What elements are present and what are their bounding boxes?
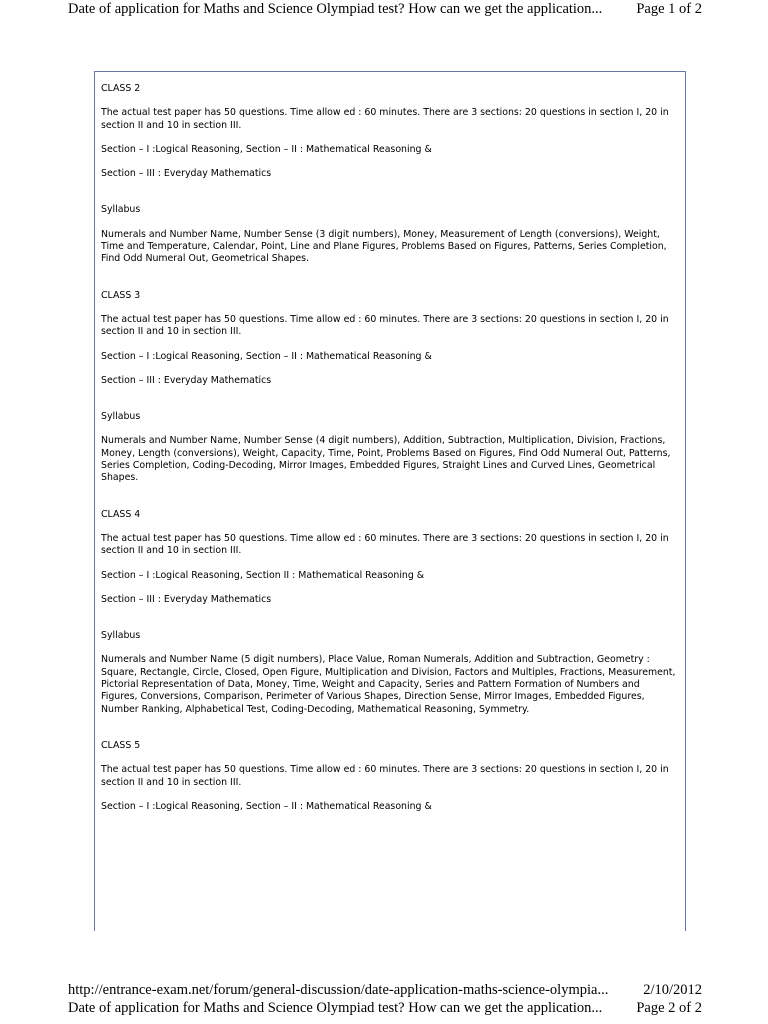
syllabus-text: Numerals and Number Name, Number Sense (4 digit numbers), Addition, Subtraction, Multiplication, Division, Fractions, Money, Length (conversions), Weight, Capacity, Time, Point, Problems Based on Figures, Find Odd Numeral Out, Patterns, Series Completion, Coding-Decoding, Mirror Images, Embedded Figures, Straight Lines and Curved Lines, Geometrical Shapes.: [101, 435, 671, 484]
page-title: Date of application for Maths and Science Olympiad test? How can we get the application...: [68, 1000, 603, 1016]
test-description: The actual test paper has 50 questions. Time allow ed : 60 minutes. There are 3 sections: 20 questions in section I, 20 in section II and 10 in section III.: [101, 313, 669, 338]
class-title: CLASS 5: [101, 739, 141, 751]
class-4-section: [101, 509, 677, 716]
syllabus-content: [101, 83, 677, 837]
class-2-section: [101, 83, 677, 266]
section-three: Section – III : Everyday Mathematics: [101, 168, 272, 180]
syllabus-label: Syllabus: [101, 411, 141, 423]
page-number: Page 1 of 2: [636, 1, 702, 17]
section-list: Section – I :Logical Reasoning, Section – II : Mathematical Reasoning &: [101, 143, 432, 155]
syllabus-label: Syllabus: [101, 630, 141, 642]
class-title: CLASS 2: [101, 83, 141, 94]
test-description: The actual test paper has 50 questions. Time allow ed : 60 minutes. There are 3 sections: 20 questions in section I, 20 in section II and 10 in section III.: [101, 107, 669, 131]
class-5-section: [101, 740, 677, 813]
section-list: Section – I :Logical Reasoning, Section II : Mathematical Reasoning &: [101, 569, 425, 581]
class-title: CLASS 4: [101, 508, 141, 520]
source-url[interactable]: http://entrance-exam.net/forum/general-discussion/date-application-maths-science-olympia...: [68, 982, 609, 998]
syllabus-label: Syllabus: [101, 204, 141, 216]
test-description: The actual test paper has 50 questions. Time allow ed : 60 minutes. There are 3 sections: 20 questions in section I, 20 in section II and 10 in section III.: [101, 532, 669, 557]
page-number: Page 2 of 2: [636, 1000, 702, 1016]
section-list: Section – I :Logical Reasoning, Section – II : Mathematical Reasoning &: [101, 800, 432, 812]
syllabus-text: Numerals and Number Name (5 digit numbers), Place Value, Roman Numerals, Addition and Subtraction, Geometry : Square, Rectangle, Circle, Closed, Open Figure, Multiplication and Division, Factors and Multiples, Fractions, Measurement, Pictorial Representation of Data, Money, Time, Weight and Capacity, Series and Pattern Formation of Numbers and Figures, Conversions, Comparison, Perimeter of Various Shapes, Direction Sense, Mirror Images, Embedded Figures, Number Ranking, Alphabetical Test, Coding-Decoding, Mathematical Reasoning, Symmetry.: [101, 654, 676, 715]
page-title: Date of application for Maths and Science Olympiad test? How can we get the application...: [68, 1, 603, 17]
syllabus-text: Numerals and Number Name, Number Sense (3 digit numbers), Money, Measurement of Length (conversions), Weight, Time and Temperature, Calendar, Point, Line and Plane Figures, Problems Based on Figures, Patterns, Series Completion, Find Odd Numeral Out, Geometrical Shapes.: [101, 228, 667, 265]
section-three: Section – III : Everyday Mathematics: [101, 593, 272, 605]
class-3-section: [101, 290, 677, 485]
print-date: 2/10/2012: [643, 982, 702, 998]
class-title: CLASS 3: [101, 289, 141, 301]
section-list: Section – I :Logical Reasoning, Section – II : Mathematical Reasoning &: [101, 350, 432, 362]
test-description: The actual test paper has 50 questions. Time allow ed : 60 minutes. There are 3 sections: 20 questions in section I, 20 in section II and 10 in section III.: [101, 764, 669, 788]
section-three: Section – III : Everyday Mathematics: [101, 374, 272, 386]
content-frame: [94, 71, 686, 931]
